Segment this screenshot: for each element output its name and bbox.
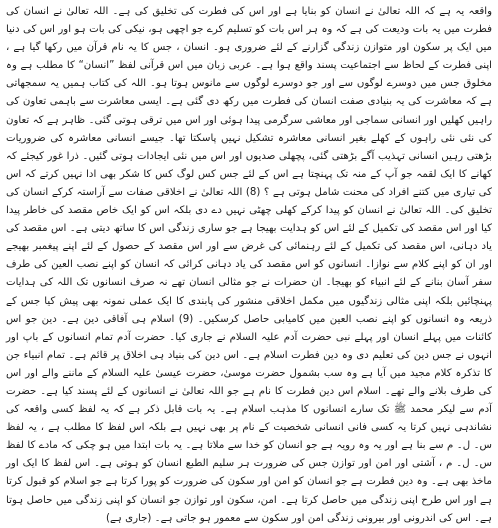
article-paragraph: واقعہ یہ ہے کہ اللہ تعالیٰ نے انسان کو بنایا ہے اور اس کی فطرت کی تخلیق کی ہے۔ اللہ تعالیٰ نے انسان کی فطرت میں یہ بات ودیعت کی ہے کہ وہ ہر اس بات کو تسلیم کرے جو اچھی ہو، نیکی کی بات ہو اور اس کی دنیا میں ایک پر سکون اور متوازن زندگی گزارنے کے لئے ضروری ہو۔ انسان ، جس کا یہ نام قرآن میں رکھا گیا ہے ، اپنی فطرت کے لحاظ سے اجتماعیت پسند واقع ہوا ہے۔ عربی زبان میں اس قرآنی لفظ ”انسان“ کا مطلب ہے وہ مخلوق جس میں دوسرے لوگوں سے اور جو دوسرے لوگوں سے مانوس ہوتا ہو۔ اللہ کی کتاب ہمیں یہ سمجھاتی ہے کہ معاشرت کی یہ بنیادی صفت انسان کی فطرت میں رکھ دی گئی ہے۔ ایسی معاشرت سے باہمی تعاون کی راہیں کھلیں اور انسانی سماجی اور معاشی سرگرمی پیدا ہوئی اور اس میں ترقی ہوتی گئی۔ ظاہر ہے کہ تعاون کی نئی نئی راہوں کے کھلے بغیر انسانی معاشرہ تشکیل نہیں پاسکتا تھا۔ جیسے انسانی معاشرہ کی ضروریات بڑھتی رہیں انسانی تہذیب آگے بڑھتی گئی، پچھلی صدیوں اور اس میں نئی ایجادات ہوتی گئیں۔ ذرا غور کیجئے کہ کھانے کا ایک لقمہ جو آپ کے منہ تک پہنچتا ہے اس کے لئے جس کس لوگ کس کا شکر بھی ادا نہیں کرتے کہ اس کی تیاری میں کتنے افراد کی محنت شامل ہوتی ہے ؟ (8) اللہ تعالیٰ نے اخلاقی صفات سے آراستہ کرکے انسان کی تخلیق کی۔ اللہ تعالیٰ نے انسان کو پیدا کرکے کھلی چھٹی نہیں دے دی بلکہ اس کو ایک خاص مقصد کی خاطر پیدا کیا اور اس مقصد کی تکمیل کے لئے اس کو ہدایت بھیجا ہے جو ساری زندگی اس کا ساتھ دیتی ہے۔ اس مقصد کی یاد دہانی، اس مقصد کی تکمیل کے لئے رہنمائی کی غرض سے اور اس مقصد کے حصول کے لئے اپنے پیغمبر بھیجے اور ان کو اپنے کلام سے نوازا۔ انسانوں کو اس مقصد کی یاد دہانی کرائی کہ انسان کو اپنے نصب العین کی طرف سفر آسان بنانے کے لئے انبیاء کو بھیجا۔ ان حضرات نے جو مثالی انسان تھے نہ صرف انسانوں تک اللہ کی ہدایات پہنچائیں بلکہ اپنی مثالی زندگیوں میں مکمل اخلاقی منشور کی پابندی کا ایک عملی نمونہ بھی پیش کیا جس کے ذریعہ وہ انسانوں کو اپنے نصب العین میں کامیابی حاصل کرسکیں۔ (9) اسلام ہی آفاقی دین ہے۔ دین جو اس کائنات میں پہلے انسان اور پہلے نبی حضرت آدم علیہ السلام نے جاری کیا۔ حضرت آدم تمام انسانوں کے باپ اور انہوں نے جس دین کی تعلیم دی وہ دین فطرت اسلام ہے۔ اس دین کی بنیاد ہی اخلاق پر قائم ہے۔ تمام انبیاء جن کا تذکرہ کلام مجید میں آیا ہے وہ سب بشمول حضرت موسیٰ، حضرت عیسیٰ علیہ السلام کے ماننے والے اور اس کی طرف بلانے والے تھے۔ اسلام اس دین فطرت کا نام ہے جو اللہ تعالیٰ نے انسانوں کے لئے پسند کیا ہے۔ حضرت آدم سے لیکر محمد ﷺ تک سارے انسانوں کا مذہب اسلام ہے۔ یہ بات قابل ذکر ہے کہ یہ لفظ کسی واقعہ کی نشاندہی نہیں کرتا یہ کسی فانی انسانی شخصیت کے نام پر بھی نہیں ہے بلکہ اس لفظ کا مطلب ہے ، یہ لفظ س۔ ل۔ م سے بنا ہے اور یہ وہ رویہ ہے جو انسان کو خدا سے ملاتا ہے۔ یہ بات ابتدا میں ہو چکی کہ مادے کا لفظ س۔ ل۔ م ، آشتی اور امن اور توازن جس کی ضرورت ہر سلیم الطبع انسان کو ہوتی ہے۔ اس لفظ کا ایک اور ماخذ بھی ہے۔ وہ دین فطرت ہے جو انسان کو امن اور سکون کی ضرورت کو پورا کرتا ہے جو اسلام کو قبول کرتا ہے اور اس طرح اپنی زندگی میں حاصل کرتا ہے۔ امن، سکون اور توازن جو انسان کو اپنی زندگی میں حاصل ہوتا ہے۔ اس کی اندرونی اور بیرونی زندگی امن اور سکون سے معمور ہو جاتی ہے۔ (جاری ہے) xyxy=(6,6,492,524)
